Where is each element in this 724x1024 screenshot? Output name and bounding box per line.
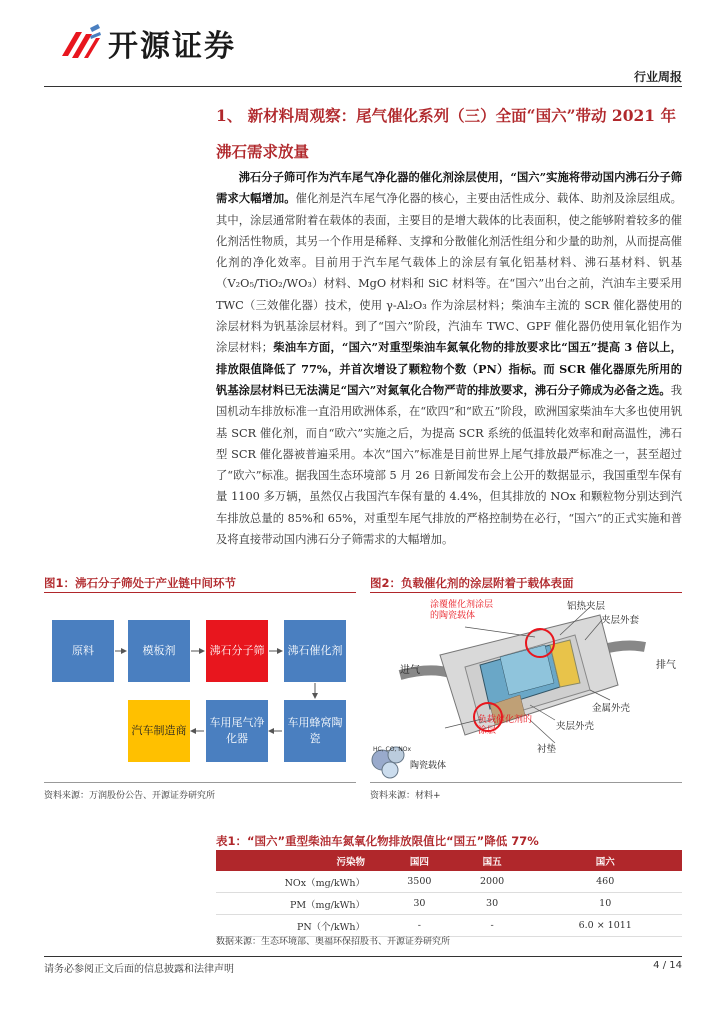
table1-source: 数据来源：生态环境部、奥福环保招股书、开源证券研究所	[216, 937, 451, 947]
figure1-source: 资料来源：万润股份公告、开源证券研究所	[44, 791, 216, 801]
table-header-cell: 国五	[456, 850, 529, 871]
emphasis-sentence: 柴油车方面，“国六”对重型柴油车氮氧化物的排放要求比“国五”提高 3 倍以上，排放限值降低了 77%，并首次增设了颗粒物个数（PN）指标。而 SCR 催化器原先所用的钒基涂层材料已无法满足“国六”对氮氧化合物严苛的排放要求，沸石分子筛成为必备之选。	[216, 340, 682, 397]
table-cell: 30	[383, 893, 456, 915]
chain-box-zeolite-catalyst: 沸石催化剂	[284, 620, 346, 682]
label-gases: HC, CO, NOx	[373, 746, 412, 753]
table-cell: -	[383, 915, 456, 937]
chain-box-zeolite: 沸石分子筛	[206, 620, 268, 682]
label-intake: 进气	[400, 665, 420, 676]
label-liner: 衬垫	[537, 744, 557, 755]
section-title: 1、 新材料周观察：尾气催化系列（三）全面“国六”带动 2021 年沸石需求放量	[216, 106, 676, 161]
table-row	[216, 871, 682, 893]
emission-limits-table	[216, 850, 682, 937]
figure2-source: 资料来源：材料+	[370, 791, 441, 801]
table-cell: -	[456, 915, 529, 937]
figure2-rule	[370, 592, 682, 593]
figure2-bottom-rule	[370, 782, 682, 783]
label-coated-carrier: 涂覆催化剂涂层的陶瓷载体	[430, 600, 494, 621]
chain-box-exhaust-purifier: 车用尾气净化器	[206, 700, 268, 762]
table-cell: PM（mg/kWh）	[216, 893, 383, 915]
table-header-cell: 国六	[528, 850, 682, 871]
footer-disclaimer: 请务必参阅正文后面的信息披露和法律声明	[44, 964, 234, 975]
label-catalyst-coating: 负载催化剂的涂层	[478, 715, 533, 736]
figure1-title: 图1：沸石分子筛处于产业链中间环节	[44, 576, 236, 590]
table-cell: 10	[528, 893, 682, 915]
table-cell: 2000	[456, 871, 529, 893]
table-cell: PN（个/kWh）	[216, 915, 383, 937]
chain-box-raw-material: 原料	[52, 620, 114, 682]
figure1-rule	[44, 592, 356, 593]
table-header-row	[216, 850, 682, 871]
table-cell: NOx（mg/kWh）	[216, 871, 383, 893]
footer-divider	[44, 956, 682, 957]
table-header-cell: 国四	[383, 850, 456, 871]
header-divider	[44, 86, 682, 87]
report-type: 行业周报	[633, 70, 682, 84]
body-text-1: 催化剂是汽车尾气净化器的核心，主要由活性成分、载体、助剂及涂层组成。其中，涂层通常附着在载体的表面，主要目的是增大载体的比表面积，使之能够附着较多的催化剂活性物质，其另一个作用是稀释、支撑和分散催化剂活性组分和少量的助剂，从而提高催化剂的净化效率。目前用于汽车尾气载体上的涂层有氧化铝基材料、沸石基材料、钒基（V₂O₅/TiO₂/WO₃）材料、MgO 材料和 SiC 材料等。在“国六”出台之前，汽油车主要采用 TWC（三效催化器）技术，使用 γ-Al₂O₃ 作为涂层材料；柴油车主流的 SCR 催化器使用的涂层材料为钒基涂层材料。到了“国六”阶段，汽油车 TWC、GPF 催化器仍使用氧化铝作为涂层材料；	[216, 192, 682, 355]
chain-box-honeycomb-ceramic: 车用蜂窝陶瓷	[284, 700, 346, 762]
label-sandwich-shell: 夹层外壳	[556, 721, 595, 732]
brand-name: 开源证券	[108, 29, 236, 64]
table-cell: 30	[456, 893, 529, 915]
table-cell: 3500	[383, 871, 456, 893]
table-row	[216, 893, 682, 915]
label-ceramic-carrier: 陶瓷载体	[410, 761, 447, 771]
lead-sentence: 沸石分子筛可作为汽车尾气净化器的催化剂涂层使用，“国六”实施将带动国内沸石分子筛需求大幅增加。	[216, 170, 682, 206]
body-text-2: 我国机动车排放标准一直沿用欧洲体系，在“欧四”和“欧五”阶段，欧洲国家柴油车大多也使用钒基 SCR 催化剂，而自“欧六”实施之后，为提高 SCR 系统的低温转化效率和耐高温性，沸石型 SCR 催化器被普遍采用。本次“国六”标准是目前世界上尾气排放最严标准之一，甚至超过了“欧六”标准。据我国生态环境部 5 月 26 日新闻发布会上公开的数据显示，我国重型车保有量 1100 多万辆，虽然仅占我国汽车保有量的 4.4%，但其排放的 NOx 和颗粒物分别达到汽车排放总量的 85%和 65%，对重型车尾气排放的严格控制势在必行，“国六”的正式实施和普及将直接带动国内沸石分子筛需求的大幅增加。	[216, 383, 682, 547]
label-exhaust: 排气	[656, 660, 676, 671]
table-cell: 6.0 × 1011	[528, 915, 682, 937]
label-aluminized-layer: 铝热夹层	[567, 601, 606, 612]
table1-title: 表1：“国六”重型柴油车氮氧化物排放限值比“国五”降低 77%	[216, 834, 539, 848]
table-cell: 460	[528, 871, 682, 893]
chain-box-template-agent: 模板剂	[128, 620, 190, 682]
figure1-bottom-rule	[44, 782, 356, 783]
page-number: 4 / 14	[653, 960, 682, 971]
label-metal-shell: 金属外壳	[592, 703, 631, 714]
body-paragraph	[216, 167, 682, 550]
chain-box-automaker: 汽车制造商	[128, 700, 190, 762]
figure2-title: 图2：负载催化剂的涂层附着于载体表面	[370, 576, 574, 590]
label-outer-jacket: 夹层外套	[601, 615, 640, 626]
table-header-cell: 污染物	[216, 850, 383, 871]
